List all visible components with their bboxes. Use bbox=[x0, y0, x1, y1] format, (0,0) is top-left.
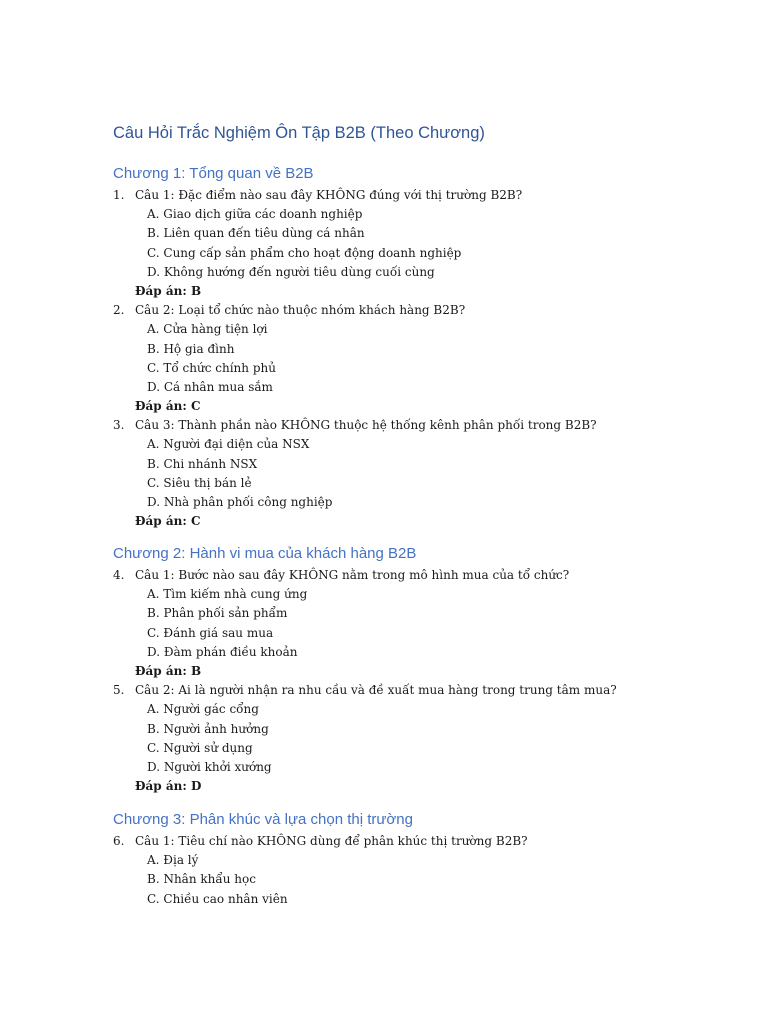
question-item bbox=[0, 416, 768, 531]
answer-option: D. Người khởi xướng bbox=[147, 759, 272, 774]
question-item bbox=[0, 301, 768, 416]
answer-option: B. Nhân khẩu học bbox=[147, 872, 256, 887]
correct-answer: Đáp án: D bbox=[135, 779, 202, 794]
chapter-title: Chương 3: Phân khúc và lựa chọn thị trường bbox=[113, 811, 413, 828]
question-text: Câu 1: Bước nào sau đây KHÔNG nằm trong mô hình mua của tổ chức? bbox=[135, 568, 570, 582]
answer-option: A. Người gác cổng bbox=[147, 702, 259, 717]
question-item bbox=[0, 681, 768, 796]
answer-option: C. Đánh giá sau mua bbox=[147, 625, 274, 640]
answer-option: B. Hộ gia đình bbox=[147, 341, 235, 356]
answer-option: A. Người đại diện của NSX bbox=[147, 437, 310, 452]
question-line bbox=[0, 186, 768, 205]
answer-option: C. Cung cấp sản phẩm cho hoạt động doanh nghiệp bbox=[147, 245, 462, 260]
answer-option: D. Cá nhân mua sắm bbox=[147, 379, 273, 394]
answer-option: D. Không hướng đến người tiêu dùng cuối cùng bbox=[147, 264, 435, 279]
chapter-3 bbox=[0, 808, 768, 909]
question-line bbox=[0, 416, 768, 435]
correct-answer: Đáp án: C bbox=[135, 514, 201, 529]
question-number: 3. bbox=[113, 418, 125, 433]
document-title: Câu Hỏi Trắc Nghiệm Ôn Tập B2B (Theo Chương) bbox=[113, 124, 485, 142]
question-text: Câu 1: Tiêu chí nào KHÔNG dùng để phân khúc thị trường B2B? bbox=[135, 834, 528, 848]
question-text: Câu 1: Đặc điểm nào sau đây KHÔNG đúng với thị trường B2B? bbox=[135, 188, 523, 202]
question-item bbox=[0, 186, 768, 301]
answer-option: B. Chi nhánh NSX bbox=[147, 456, 258, 471]
question-number: 2. bbox=[113, 303, 125, 318]
question-item bbox=[0, 566, 768, 681]
answer-option: B. Liên quan đến tiêu dùng cá nhân bbox=[147, 226, 365, 241]
correct-answer: Đáp án: B bbox=[135, 283, 202, 298]
question-line bbox=[0, 301, 768, 320]
chapter-title: Chương 2: Hành vi mua của khách hàng B2B bbox=[113, 545, 417, 562]
question-line bbox=[0, 832, 768, 851]
answer-option: C. Chiều cao nhân viên bbox=[147, 891, 288, 906]
question-number: 6. bbox=[113, 834, 125, 848]
correct-answer: Đáp án: B bbox=[135, 663, 202, 678]
question-number: 5. bbox=[113, 683, 125, 698]
chapter-2 bbox=[0, 542, 768, 796]
chapter-1 bbox=[0, 162, 768, 531]
answer-option: A. Địa lý bbox=[147, 853, 199, 868]
answer-option: B. Người ảnh hưởng bbox=[147, 721, 269, 736]
answer-option: C. Người sử dụng bbox=[147, 740, 253, 755]
answer-option: A. Giao dịch giữa các doanh nghiệp bbox=[147, 207, 363, 222]
answer-option: D. Nhà phân phối công nghiệp bbox=[147, 495, 333, 509]
correct-answer: Đáp án: C bbox=[135, 399, 201, 414]
question-text: Câu 2: Ai là người nhận ra nhu cầu và đề xuất mua hàng trong trung tâm mua? bbox=[135, 683, 617, 698]
chapter-title: Chương 1: Tổng quan về B2B bbox=[113, 165, 314, 182]
question-number: 1. bbox=[113, 188, 125, 202]
answer-option: C. Tổ chức chính phủ bbox=[147, 360, 276, 375]
answer-option: D. Đàm phán điều khoản bbox=[147, 644, 298, 659]
question-text: Câu 3: Thành phần nào KHÔNG thuộc hệ thống kênh phân phối trong B2B? bbox=[135, 418, 597, 433]
question-text: Câu 2: Loại tổ chức nào thuộc nhóm khách hàng B2B? bbox=[135, 303, 466, 318]
answer-option: A. Cửa hàng tiện lợi bbox=[147, 322, 268, 337]
question-item bbox=[0, 832, 768, 909]
question-number: 4. bbox=[113, 568, 125, 582]
question-line bbox=[0, 566, 768, 585]
question-line bbox=[0, 681, 768, 700]
answer-option: B. Phân phối sản phẩm bbox=[147, 606, 288, 621]
answer-option: A. Tìm kiếm nhà cung ứng bbox=[147, 587, 308, 602]
answer-option: C. Siêu thị bán lẻ bbox=[147, 475, 252, 490]
